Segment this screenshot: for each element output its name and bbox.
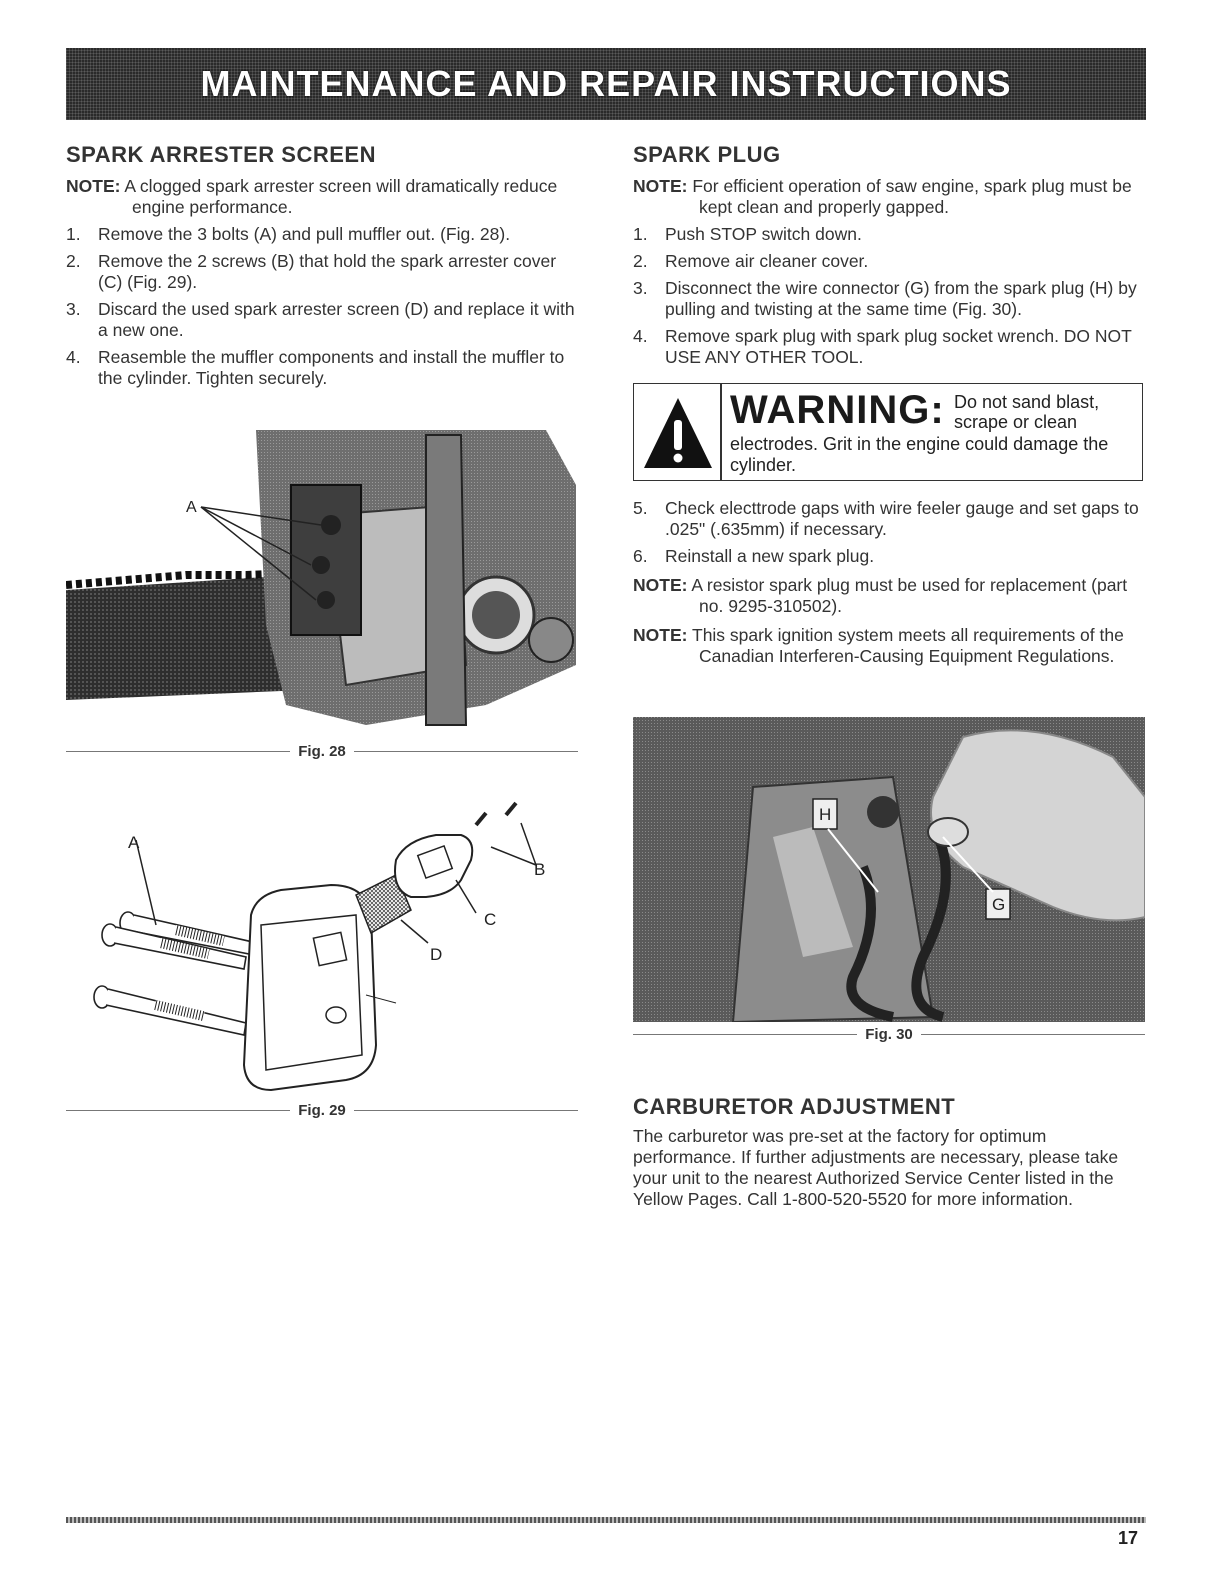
divider — [66, 751, 290, 752]
resistor-note — [633, 575, 1145, 617]
list-item — [633, 278, 1145, 320]
step-text: Push STOP switch down. — [665, 224, 862, 244]
list-item — [633, 546, 1145, 567]
step-number: 2. — [66, 251, 81, 271]
page-number: 17 — [1118, 1528, 1139, 1548]
step-number: 1. — [66, 224, 81, 244]
divider — [354, 1110, 578, 1111]
list-item — [633, 251, 1145, 272]
note-text: For efficient operation of saw engine, spark plug must be kept clean and properly gapped. — [692, 176, 1132, 217]
step-text: Remove the 2 screws (B) that hold the spark arrester cover (C) (Fig. 29). — [98, 251, 557, 292]
note-label: NOTE: — [633, 625, 688, 645]
list-item — [66, 224, 578, 245]
warning-text-1: Do not sand blast, scrape or clean — [954, 392, 1100, 432]
fig-28-image — [66, 425, 578, 730]
divider — [66, 1110, 290, 1111]
warning-box — [633, 383, 1143, 481]
step-text: Remove air cleaner cover. — [665, 251, 869, 271]
fig29-label-b: B — [534, 860, 546, 879]
spark-plug-photo — [633, 717, 1145, 1022]
list-item — [633, 224, 1145, 245]
section-banner — [66, 48, 1146, 120]
note-text: A resistor spark plug must be used for replacement (part no. 9295-310502). — [691, 575, 1128, 616]
step-number: 5. — [633, 498, 648, 518]
step-text: Discard the used spark arrester screen (D) and replace it with a new one. — [98, 299, 575, 340]
step-number: 3. — [633, 278, 648, 298]
step-number: 6. — [633, 546, 648, 566]
fig-29-diagram — [66, 785, 578, 1100]
fig30-label-h: H — [819, 805, 832, 824]
step-number: 1. — [633, 224, 648, 244]
fig-30-caption — [633, 1026, 1145, 1043]
spark-plug-heading: SPARK PLUG — [633, 142, 781, 167]
chainsaw-muffler-photo — [66, 425, 578, 730]
step-text: Remove spark plug with spark plug socket wrench. DO NOT USE ANY OTHER TOOL. — [665, 326, 1132, 367]
footer-divider — [66, 1517, 1146, 1523]
fig-30-image — [633, 717, 1145, 1022]
fig-28-caption — [66, 743, 578, 760]
note-text: A clogged spark arrester screen will dramatically reduce engine performance. — [124, 176, 558, 217]
fig28-label-a: A — [186, 499, 197, 516]
step-text: Reinstall a new spark plug. — [665, 546, 875, 566]
caption-text: Fig. 28 — [298, 743, 346, 760]
spark-plug-note — [633, 176, 1145, 218]
fig30-label-g: G — [992, 895, 1006, 914]
step-text: Remove the 3 bolts (A) and pull muffler out. (Fig. 28). — [98, 224, 511, 244]
step-number: 4. — [66, 347, 81, 367]
right-column — [633, 142, 1145, 368]
list-item — [66, 299, 578, 341]
divider — [921, 1034, 1145, 1035]
step-number: 3. — [66, 299, 81, 319]
note-label: NOTE: — [633, 575, 688, 595]
note-label: NOTE: — [633, 176, 688, 196]
list-item — [66, 347, 578, 389]
step-text: Disconnect the wire connector (G) from the spark plug (H) by pulling and twisting at the same time (Fig. 30). — [665, 278, 1137, 319]
step-text: Check electtrode gaps with wire feeler gauge and set gaps to .025" (.635mm) if necessary. — [665, 498, 1139, 539]
note-text: This spark ignition system meets all requirements of the Canadian Interferen-Causing Equipment Regulations. — [692, 625, 1124, 666]
step-number: 2. — [633, 251, 648, 271]
caption-text: Fig. 30 — [865, 1026, 913, 1043]
spark-arrester-heading: SPARK ARRESTER SCREEN — [66, 142, 376, 167]
warning-word: WARNING: — [730, 388, 945, 432]
spark-arrester-note — [66, 176, 578, 218]
fig29-label-d: D — [430, 945, 443, 964]
warning-triangle-icon — [638, 386, 718, 478]
muffler-exploded-diagram — [66, 785, 578, 1100]
fig-29-caption — [66, 1102, 578, 1119]
divider — [633, 1034, 857, 1035]
carburetor-heading: CARBURETOR ADJUSTMENT — [633, 1094, 956, 1119]
fig29-label-a: A — [128, 833, 140, 852]
left-column — [66, 142, 578, 389]
warning-text-2: electrodes. Grit in the engine could damage the cylinder. — [730, 434, 1109, 475]
list-item — [633, 498, 1145, 540]
divider — [354, 751, 578, 752]
list-item — [633, 326, 1145, 368]
warning-divider — [720, 384, 722, 480]
right-column-middle — [633, 498, 1145, 667]
carburetor-section — [633, 1094, 1133, 1210]
step-number: 4. — [633, 326, 648, 346]
caption-text: Fig. 29 — [298, 1102, 346, 1119]
fig29-label-c: C — [484, 910, 497, 929]
banner-title: MAINTENANCE AND REPAIR INSTRUCTIONS — [200, 63, 1012, 104]
list-item — [66, 251, 578, 293]
step-text: Reasemble the muffler components and install the muffler to the cylinder. Tighten securely. — [98, 347, 565, 388]
ignition-note — [633, 625, 1145, 667]
carburetor-text: The carburetor was pre-set at the factory for optimum performance. If further adjustments are necessary, please take your unit to the nearest Authorized Service Center listed in the Yellow Pages. Call 1-800-520-5520 for more information. — [633, 1126, 1119, 1209]
note-label: NOTE: — [66, 176, 121, 196]
